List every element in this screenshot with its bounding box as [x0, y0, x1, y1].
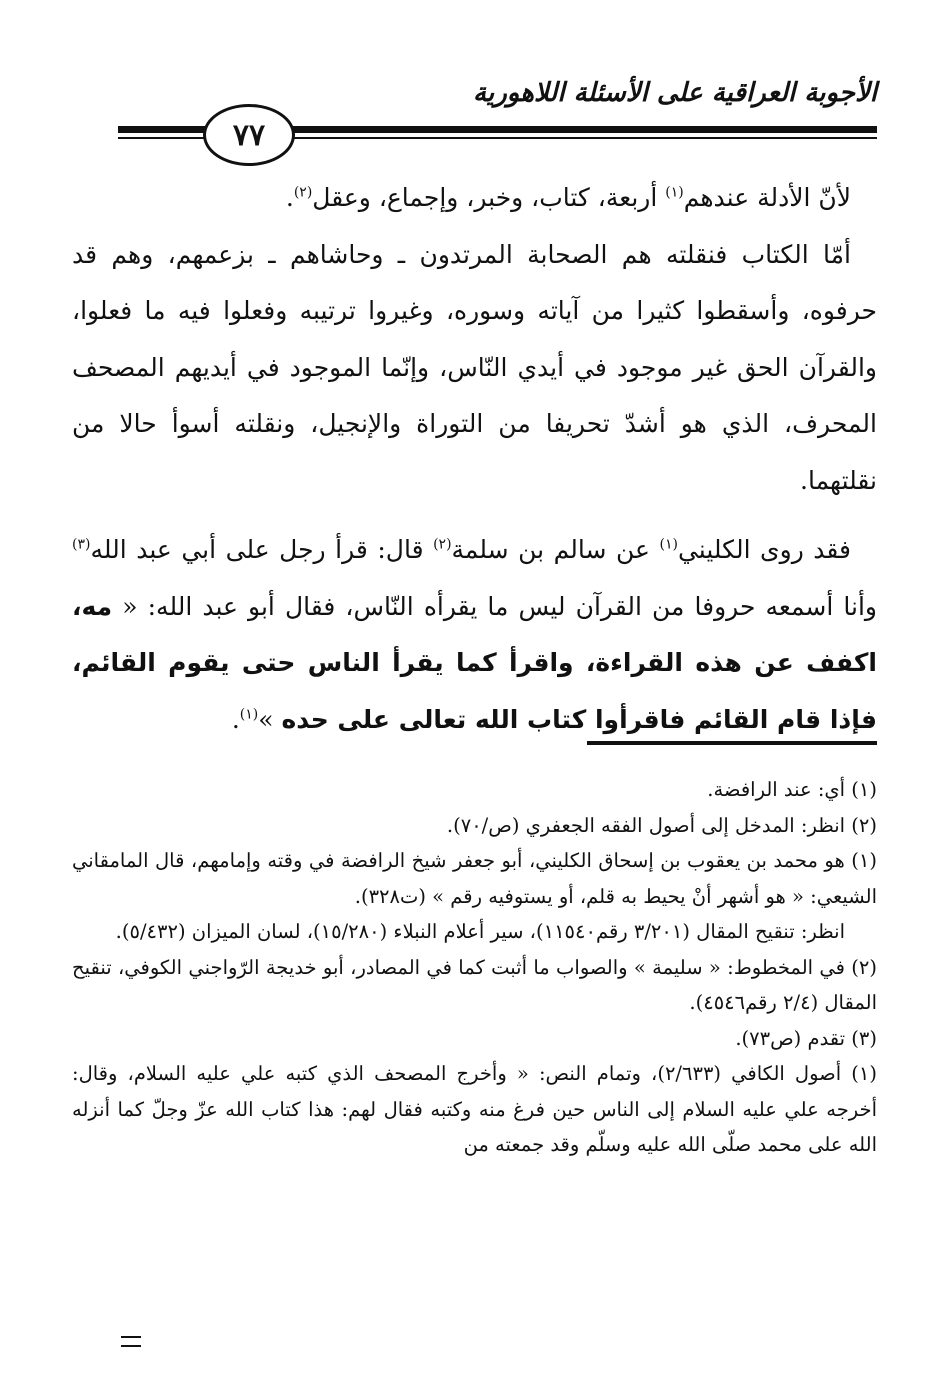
bold-quotation: مه، اكفف عن هذه القراءة، واقرأ كما يقرأ الناس حتى يقوم القائم، فإذا قام القائم فاقرأوا كتاب الله تعالى على حده: [72, 591, 877, 734]
continuation-mark: [121, 1336, 141, 1347]
paragraph-1-text-c: .: [285, 183, 294, 212]
footnotes: [72, 772, 877, 1163]
running-title: الأجوبة العراقية على الأسئلة اللاهورية: [473, 78, 877, 108]
footnote-ref: (١): [665, 184, 684, 201]
footnote-item: [72, 1021, 877, 1057]
footnote-item: [72, 950, 877, 1021]
paragraph-1-text-b: أربعة، كتاب، وخبر، وإجماع، وعقل: [312, 183, 666, 212]
footnote-marker: (١): [851, 849, 877, 872]
paragraph-1-text-a: لأنّ الأدلة عندهم: [683, 183, 851, 212]
footnote-text: أي: عند الرافضة.: [707, 778, 846, 801]
footnote-item: [72, 843, 877, 914]
footnote-item: [72, 808, 877, 844]
paragraph-3-text-a: فقد روى الكليني: [677, 535, 852, 564]
paragraph-3-text-e: »: [258, 704, 282, 734]
footnote-separator: [587, 741, 877, 745]
page-number: ٧٧: [203, 104, 295, 166]
footnote-text: انظر: تنقيح المقال (٣/٢٠١ رقم١١٥٤٠)، سير أعلام النبلاء (١٥/٢٨٠)، لسان الميزان (٥/٤٣٢).: [115, 920, 845, 943]
footnote-ref: (١): [239, 706, 259, 723]
paragraph-3-text-b: عن سالم بن سلمة: [451, 535, 660, 564]
main-text: [72, 170, 877, 748]
footnote-item: [72, 1056, 877, 1163]
footnote-text: انظر: المدخل إلى أصول الفقه الجعفري (ص/٧٠).: [446, 813, 846, 837]
footnote-text: هو محمد بن يعقوب بن إسحاق الكليني، أبو جعفر شيخ الرافضة في وقته وإمامهم، قال المامقاني الشيعي: « هو أشهر أنْ يحيط به قلم، أو يستوفيه رقم » (ت٣٢٨).: [72, 849, 877, 908]
footnote-marker: (١): [851, 778, 877, 801]
footnote-ref: (١): [659, 536, 678, 553]
paragraph-3: [72, 522, 877, 748]
paragraph-gap: [72, 509, 877, 522]
paragraph-3-text-c: قال: قرأ رجل على أبي عبد الله: [90, 535, 434, 564]
paragraph-3-text-f: .: [231, 704, 240, 734]
footnote-marker: (٢): [851, 955, 877, 979]
footnote-text: في المخطوط: « سليمة » والصواب ما أثبت كما في المصادر، أبو خديجة الرّواجني الكوفي، تنقيح المقال (٢/٤ رقم٤٥٤٦).: [72, 955, 877, 1014]
footnote-text: تقدم (ص٧٣).: [735, 1026, 846, 1050]
footnote-marker: (٣): [851, 1026, 877, 1050]
footnote-continuation: [72, 914, 877, 950]
footnote-ref: (٢): [293, 184, 313, 201]
footnote-text: أصول الكافي (٢/٦٣٣)، وتمام النص: « وأخرج المصحف الذي كتبه علي عليه السلام، وقال: أخرجه علي عليه السلام إلى الناس حين فرغ منه وكتبه فقال لهم: هذا كتاب الله عزّ وجلّ كما أنزله الله على محمد صلّى الله عليه وسلّم وقد جمعته من: [72, 1062, 877, 1156]
footnote-marker: (١): [851, 1062, 877, 1085]
paragraph-2: أمّا الكتاب فنقلته هم الصحابة المرتدون ـ وحاشاهم ـ بزعمهم، وهم قد حرفوه، وأسقطوا كثيرا من آياته وسوره، وغيروا ترتيبه وفعلوا فيه ما فعلوا، والقرآن الحق غير موجود في أيدي النّاس، وإنّما الموجود في أيديهم المصحف المحرف، الذي هو أشدّ تحريفا من التوراة والإنجيل، ونقلته أسوأ حالا من نقلتهما.: [72, 239, 877, 495]
footnote-ref: (٣): [72, 536, 91, 553]
footnote-marker: (٢): [851, 813, 877, 837]
paragraph-1: [72, 170, 877, 227]
paragraph-3-text-d: وأنا أسمعه حروفا من القرآن ليس ما يقرأه النّاس، فقال أبو عبد الله: «: [112, 591, 877, 621]
footnote-item: [72, 772, 877, 808]
footnote-ref: (٢): [433, 536, 452, 553]
